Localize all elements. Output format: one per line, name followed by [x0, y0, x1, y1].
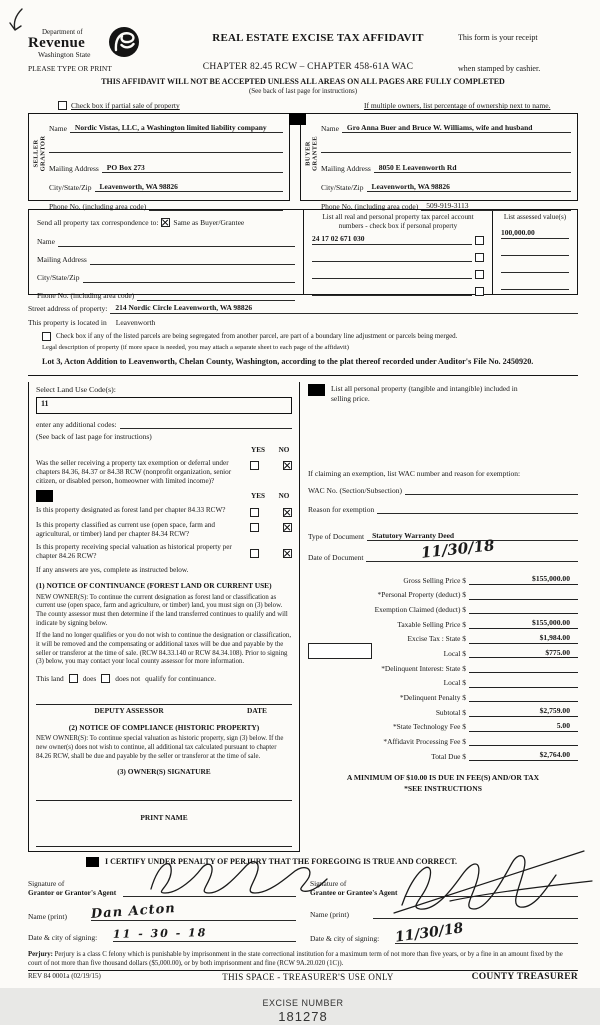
- exemption-yes-checkbox[interactable]: [250, 461, 259, 470]
- fee-value: [570, 692, 578, 701]
- located-in-label: This property is located in: [28, 317, 107, 327]
- notice1-paragraph-2: If the land no longer qualifies or you do not wish to continue the designation or classification, it will be removed and the compensating or additional taxes will be due and payable by the seller or transferor at the time of sale. (RCW 84.33.140 or RCW 84.34.108). Prior to signing (3) below, you may contact your local county assessor for more information.: [36, 631, 292, 666]
- assessed-field-2[interactable]: [501, 245, 569, 256]
- select-land-use-label: Select Land Use Code(s):: [36, 385, 116, 395]
- certify-marker: [86, 857, 99, 867]
- fee-field-tech[interactable]: [469, 721, 578, 731]
- minimum-fee-note: A MINIMUM OF $10.00 IS DUE IN FEE(S) AND/OR TAX: [346, 772, 540, 782]
- corr-mailing-field[interactable]: [90, 254, 295, 265]
- fee-field-gross[interactable]: [469, 574, 578, 584]
- parcel-number-field[interactable]: [312, 234, 472, 245]
- grantor-date-handwritten: 11 - 30 - 18: [112, 926, 208, 942]
- excise-number-label: EXCISE NUMBER: [262, 997, 344, 1008]
- current-use-yes-checkbox[interactable]: [250, 523, 259, 532]
- segregated-label: Check box if any of the listed parcels are being segregated from another parcel, are part of a boundary line adjustment or parcels being merged.: [56, 332, 458, 341]
- fee-field-excise-local[interactable]: [469, 648, 578, 658]
- fee-label: *State Technology Fee $: [392, 722, 466, 732]
- fee-label: Subtotal $: [435, 707, 466, 717]
- form-rev-number: REV 84 0001a (02/19/15): [28, 971, 101, 980]
- exemption-no-checkbox[interactable]: [283, 461, 292, 470]
- excise-number-value: 181278: [278, 1008, 328, 1024]
- doc-type-value: Statutory Warranty Deed: [372, 531, 455, 541]
- question-exemption: Was the seller receiving a property tax exemption or deferral under chapters 84.36, 84.37 or 84.38 RCW (nonprofit organization, senior citizen, or disabled person, homeowner with limited income)?: [36, 459, 232, 486]
- land-use-code-field[interactable]: [36, 397, 292, 414]
- header: [28, 28, 578, 60]
- fee-field-delinq-local[interactable]: [469, 677, 578, 687]
- buyer-city-field[interactable]: [367, 181, 572, 192]
- fee-value: [570, 662, 578, 671]
- forest-no-checkbox[interactable]: [283, 508, 292, 517]
- qualify-pre-text: This land: [36, 674, 64, 684]
- doc-date-label: Date of Document: [308, 553, 364, 563]
- street-address-label: Street address of property:: [28, 304, 108, 314]
- corr-name-label: Name: [37, 237, 55, 247]
- wac-field[interactable]: [405, 484, 578, 495]
- qualify-does-label: does: [82, 674, 97, 684]
- correspondence-section: [28, 209, 578, 301]
- treasurer-stamp-box: [308, 643, 372, 659]
- parcel-field-4[interactable]: [312, 285, 472, 296]
- fee-value: [570, 736, 578, 745]
- assessed-header: List assessed value(s): [503, 212, 567, 221]
- additional-codes-field[interactable]: [120, 418, 292, 429]
- form-title: REAL ESTATE EXCISE TAX AFFIDAVIT: [212, 32, 424, 44]
- logo-state-text: Washington State: [38, 50, 91, 60]
- grantee-signature-line[interactable]: [405, 874, 578, 897]
- fee-label: Local $: [443, 649, 466, 659]
- buyer-mailing-label: Mailing Address: [321, 163, 371, 173]
- fee-field-delinq-state[interactable]: [469, 662, 578, 672]
- seller-city-value: Leavenworth, WA 98826: [99, 181, 178, 191]
- fee-label: Gross Selling Price $: [403, 575, 466, 585]
- seller-phone-field[interactable]: [149, 200, 283, 211]
- seller-side-label: SELLER GRANTOR: [32, 135, 47, 172]
- reason-field[interactable]: [377, 503, 578, 514]
- chapter-line: CHAPTER 82.45 RCW – CHAPTER 458-61A WAC: [202, 61, 414, 72]
- fee-field-taxable[interactable]: [469, 618, 578, 628]
- fee-label: Exemption Claimed (deduct) $: [374, 605, 466, 614]
- tax-column: [300, 382, 578, 852]
- completion-warning: THIS AFFIDAVIT WILL NOT BE ACCEPTED UNLESS ALL AREAS ON ALL PAGES ARE FULLY COMPLETED: [101, 76, 505, 86]
- personal-property-label: List all personal property (tangible and intangible) included in selling price.: [331, 384, 518, 403]
- doc-date-handwritten: 11/30/18: [420, 536, 496, 563]
- if-yes-note: If any answers are yes, complete as instructed below.: [36, 566, 189, 575]
- yes-header-1: YES: [251, 446, 265, 455]
- assessed-value-field[interactable]: [501, 228, 569, 239]
- partial-sale-label: Check box if partial sale of property: [71, 101, 180, 111]
- fee-value: [570, 589, 578, 598]
- grantor-name-print-label: Name (print): [28, 911, 67, 921]
- doc-type-label: Type of Document: [308, 532, 365, 542]
- qualify-post-text: qualify for continuance.: [145, 674, 216, 684]
- excise-stamp: [28, 998, 578, 1025]
- grantor-signature-line[interactable]: [123, 874, 296, 897]
- perjury-statement: Perjury: Perjury is a class C felony which is punishable by imprisonment in the state correctional institution for a maximum term of not more than five years, or by a fine in an amount fixed by the court of not more than five thousand dollars ($5,000.00), or by both imprisonment and fine (RCW 9A.20.020 (1C)).: [28, 950, 578, 971]
- grantor-block: [28, 869, 296, 944]
- no-header-1: NO: [278, 446, 290, 455]
- fee-field-processing[interactable]: [469, 736, 578, 746]
- legal-description-label: Legal description of property (if more space is needed, you may attach a separate sheet to each page of the affidavit): [42, 344, 349, 351]
- fee-value: $155,000.00: [532, 618, 570, 628]
- deputy-assessor-signature-line[interactable]: [36, 692, 292, 705]
- fee-label: *Personal Property (deduct) $: [377, 590, 466, 600]
- send-correspondence-label: Send all property tax correspondence to:: [37, 218, 159, 228]
- buyer-section: [300, 113, 578, 211]
- see-instructions-note: *SEE INSTRUCTIONS: [404, 783, 482, 793]
- fee-label: Local $: [443, 678, 466, 688]
- buyer-city-label: City/State/Zip: [321, 182, 364, 192]
- owner-signature-line[interactable]: [36, 788, 292, 801]
- grantor-name-handwritten: Dan Acton: [90, 901, 177, 922]
- parcel-field-2[interactable]: [312, 251, 472, 262]
- corr-phone-field[interactable]: [137, 290, 295, 301]
- print-name-label: PRINT NAME: [140, 812, 188, 822]
- qualify-does-checkbox[interactable]: [69, 674, 78, 683]
- assessed-field-4[interactable]: [501, 279, 569, 290]
- fee-field-total[interactable]: [469, 750, 578, 760]
- print-name-line[interactable]: [36, 834, 292, 847]
- type-or-print-note: PLEASE TYPE OR PRINT: [28, 64, 112, 74]
- land-use-instructions: (See back of last page for instructions): [36, 432, 152, 442]
- no-header-2: NO: [278, 491, 290, 500]
- segregated-checkbox[interactable]: [42, 332, 51, 341]
- street-address-value: 214 Nordic Circle Leavenworth, WA 98826: [115, 303, 253, 313]
- fee-table: [308, 574, 578, 761]
- grantee-date-handwritten: 11/30/18: [394, 920, 465, 946]
- fee-label: Excise Tax : State $: [407, 634, 466, 644]
- notice1-title: (1) NOTICE OF CONTINUANCE (FOREST LAND OR CURRENT USE): [36, 581, 272, 591]
- legal-description-value: Lot 3, Acton Addition to Leavenworth, Chelan County, Washington, according to the plat thereof recorded under Auditor's File No. 2450920.: [42, 357, 534, 367]
- fee-value: [570, 677, 578, 686]
- seller-mailing-value: PO Box 273: [106, 162, 145, 172]
- corr-mailing-label: Mailing Address: [37, 255, 87, 265]
- parcel-field-3[interactable]: [312, 268, 472, 279]
- buyer-phone-value: 509-919-3113: [426, 200, 469, 210]
- fee-label: *Delinquent Interest: State $: [381, 663, 466, 673]
- grantee-date-label: Date & city of signing:: [310, 934, 380, 944]
- fee-value: $1,984.00: [539, 633, 570, 643]
- fee-label: Taxable Selling Price $: [397, 619, 466, 629]
- yes-header-2: YES: [251, 491, 265, 500]
- buyer-phone-label: Phone No. (including area code): [321, 201, 419, 211]
- fee-value: $775.00: [545, 647, 570, 657]
- seller-mailing-label: Mailing Address: [49, 163, 99, 173]
- footer-row: [28, 972, 578, 984]
- corr-city-field[interactable]: [83, 272, 296, 283]
- parcel-personal-checkbox-4[interactable]: [475, 287, 484, 296]
- stamped-note: when stamped by cashier.: [458, 63, 541, 73]
- fee-label: *Delinquent Penalty $: [399, 693, 466, 703]
- receipt-note: This form is your receipt: [458, 33, 538, 42]
- question-current-use: Is this property classified as current use (open space, farm and agricultural, or timber) land per chapter 84.34 RCW?: [36, 521, 216, 539]
- parcel-personal-checkbox-2[interactable]: [475, 253, 484, 262]
- pen-mark: [6, 6, 28, 34]
- buyer-mailing-field[interactable]: [374, 162, 571, 173]
- reason-label: Reason for exemption: [308, 505, 375, 515]
- fee-field-subtotal[interactable]: [469, 706, 578, 716]
- qualify-does-not-checkbox[interactable]: [101, 674, 110, 683]
- party-top-row: [28, 101, 578, 110]
- fee-label: *Affidavit Processing Fee $: [383, 737, 466, 747]
- partial-sale-checkbox[interactable]: [58, 101, 67, 110]
- see-back-note: (See back of last page for instructions): [248, 86, 358, 95]
- historic-no-checkbox[interactable]: [283, 549, 292, 558]
- certify-text: I CERTIFY UNDER PENALTY OF PERJURY THAT THE FOREGOING IS TRUE AND CORRECT.: [105, 857, 458, 867]
- same-as-buyer-label: Same as Buyer/Grantee: [173, 218, 245, 228]
- assessed-field-3[interactable]: [501, 262, 569, 273]
- multiple-owners-note: If multiple owners, list percentage of ownership next to name.: [364, 101, 551, 111]
- fee-value: $155,000.00: [532, 574, 570, 584]
- parcel-personal-checkbox-1[interactable]: [475, 236, 484, 245]
- grantee-name-print-label: Name (print): [310, 909, 349, 919]
- seller-name-value: Nordic Vistas, LLC, a Washington limited liability company: [74, 122, 267, 132]
- header-row-2: [28, 62, 578, 74]
- corr-name-field[interactable]: [58, 236, 295, 247]
- corr-city-label: City/State/Zip: [37, 273, 80, 283]
- grantee-block: [310, 869, 578, 944]
- fee-value: $2,759.00: [539, 706, 570, 716]
- property-section: [28, 303, 578, 377]
- buyer-name-label: Name: [321, 123, 339, 133]
- seller-name-label: Name: [49, 123, 67, 133]
- fee-field-exemption[interactable]: [469, 604, 578, 614]
- deputy-assessor-label: DEPUTY ASSESSOR: [94, 705, 164, 715]
- seller-name2-field[interactable]: [49, 142, 283, 153]
- exemption-note: If claiming an exemption, list WAC number and reason for exemption:: [308, 469, 521, 479]
- question-historic: Is this property receiving special valuation as historical property per chapter 84.26 RCW?: [36, 543, 232, 561]
- notice2-title: (2) NOTICE OF COMPLIANCE (HISTORIC PROPERTY): [68, 722, 260, 732]
- assessed-value: 100,000.00: [501, 228, 535, 238]
- seller-mailing-field[interactable]: [102, 162, 283, 173]
- question-forest: Is this property designated as forest land per chapter 84.33 RCW?: [36, 506, 226, 515]
- buyer-name-value: Gro Anna Buer and Bruce W. Williams, wife and husband: [346, 122, 533, 132]
- county-treasurer-label: COUNTY TREASURER: [471, 971, 578, 982]
- same-as-buyer-checkbox[interactable]: [161, 218, 170, 227]
- parcel-personal-checkbox-3[interactable]: [475, 270, 484, 279]
- logo-revenue-text: Revenue: [28, 34, 86, 51]
- grantor-date-label: Date & city of signing:: [28, 932, 98, 942]
- wac-label: WAC No. (Section/Subsection): [308, 486, 402, 496]
- buyer-name-field[interactable]: [342, 122, 571, 133]
- grantee-date-field[interactable]: [394, 920, 578, 946]
- current-use-no-checkbox[interactable]: [283, 523, 292, 532]
- parcel-number-value: 24 17 02 671 030: [312, 234, 365, 244]
- land-use-code-value: 11: [41, 399, 49, 409]
- forest-yes-checkbox[interactable]: [250, 508, 259, 517]
- seller-city-label: City/State/Zip: [49, 182, 92, 192]
- parcel-header: List all real and personal property tax parcel account numbers - check box if personal property: [322, 212, 474, 230]
- grantor-date-field[interactable]: [113, 927, 296, 942]
- seller-city-field[interactable]: [95, 181, 284, 192]
- fee-value: $2,764.00: [539, 750, 570, 760]
- buyer-phone-field[interactable]: [421, 200, 571, 211]
- notice2-paragraph: NEW OWNER(S): To continue special valuation as historic property, sign (3) below. If the new owner(s) does not wish to continue, all additional tax calculated pursuant to chapter 84.26 RCW, shall be due and payable by the seller or transferor at the time of sale.: [36, 735, 284, 760]
- forest-section-marker: [36, 490, 53, 502]
- fee-field-penalty[interactable]: [469, 692, 578, 702]
- buyer-city-value: Leavenworth, WA 98826: [371, 181, 450, 191]
- seller-phone-label: Phone No. (including area code): [49, 201, 147, 211]
- street-address-field[interactable]: [110, 303, 578, 314]
- fee-label: Total Due $: [431, 751, 466, 761]
- grantee-name-print-field[interactable]: [373, 904, 578, 919]
- grantor-name-print-field[interactable]: [90, 901, 296, 922]
- dor-logo: [28, 28, 178, 60]
- fee-field-excise-state[interactable]: [469, 633, 578, 643]
- fee-field-personal[interactable]: [469, 589, 578, 599]
- owner-signature-label: (3) OWNER(S) SIGNATURE: [117, 766, 211, 776]
- certification-section: [28, 857, 578, 944]
- qualify-does-not-label: does not: [115, 674, 141, 684]
- fee-value: [570, 604, 578, 613]
- buyer-name2-field[interactable]: [321, 142, 571, 153]
- grantee-sig-label: Signature of Grantee or Grantee's Agent: [310, 878, 398, 897]
- fee-value: 5.00: [556, 721, 570, 731]
- additional-codes-label: enter any additional codes:: [36, 419, 117, 429]
- personal-property-marker: [308, 384, 325, 396]
- grantor-sig-label: Signature of Grantor or Grantor's Agent: [28, 878, 117, 897]
- buyer-mailing-value: 8050 E Leavenworth Rd: [378, 162, 457, 172]
- corr-phone-label: Phone No. (including area code): [37, 291, 135, 301]
- land-use-column: [28, 382, 300, 852]
- buyer-section-marker: [289, 113, 306, 125]
- assessor-date-label: DATE: [247, 705, 267, 715]
- treasurer-space-label: THIS SPACE - TREASURER'S USE ONLY: [222, 971, 394, 982]
- buyer-side-label: BUYER GRANTEE: [304, 135, 319, 171]
- historic-yes-checkbox[interactable]: [250, 549, 259, 558]
- seller-section: [28, 113, 290, 211]
- dor-logo-icon: [106, 24, 142, 60]
- seller-name-field[interactable]: [70, 122, 283, 133]
- located-in-value: Leavenworth: [115, 317, 156, 327]
- notice1-paragraph-1: NEW OWNER(S): To continue the current designation as forest land or classification as current use (open space, farm and agriculture, or timber) land, you must sign on (3) below. The county assessor must then determine if the land transferred continues to qualify and will indicate by signing below.: [36, 593, 288, 628]
- logo-dept-text: Department of: [42, 28, 83, 36]
